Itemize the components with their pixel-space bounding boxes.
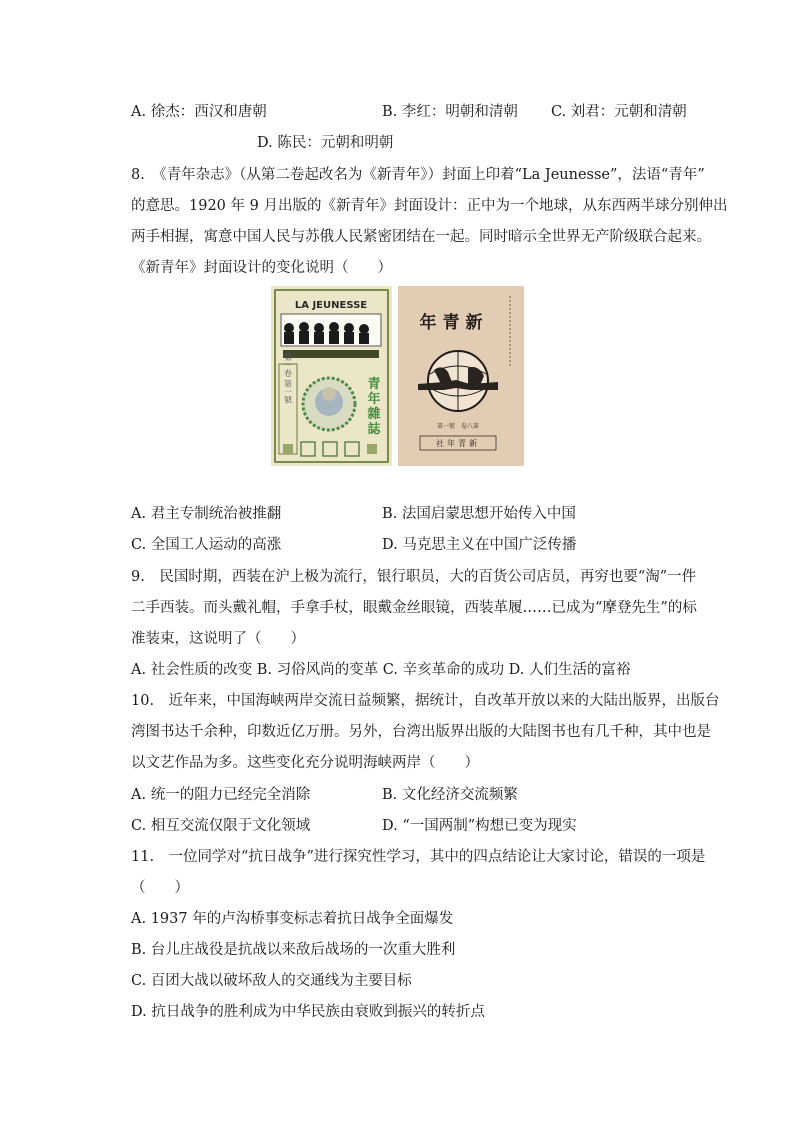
q7-option-a: A. 徐杰：西汉和唐朝 — [131, 104, 267, 120]
cover1-banner-text: LA JEUNESSE — [294, 300, 368, 311]
q8-option-a: A. 君主专制统治被推翻 — [131, 506, 282, 522]
q9-stem-line-1: 9. 民国时期，西装在沪上极为流行，银行职员，大的百货公司店员，再穷也要“淘”一件 — [131, 569, 697, 585]
q11-stem-line-1: 11. 一位同学对“抗日战争”进行探究性学习，其中的四点结论让大家讨论，错误的一项是 — [131, 849, 706, 865]
svg-text:誌: 誌 — [367, 422, 381, 437]
svg-text:年: 年 — [367, 392, 381, 407]
q10-option-c: C. 相互交流仅限于文化领域 — [131, 818, 311, 834]
cover2-bottom-text: 社年青新 — [436, 439, 480, 448]
qingnian-zazhi-cover-image — [271, 286, 392, 466]
q10-stem-line-1: 10. 近年来，中国海峡两岸交流日益频繁，据统计，自改革开放以来的大陆出版界，出版台 — [131, 693, 720, 709]
q11-option-a: A. 1937 年的卢沟桥事变标志着抗日战争全面爆发 — [131, 911, 454, 927]
q8-stem-line-4: 《新青年》封面设计的变化说明（ ） — [131, 260, 392, 276]
q7-option-b: B. 李红：明朝和清朝 — [382, 104, 518, 120]
q11-option-b: B. 台儿庄战役是抗战以来敌后战场的一次重大胜利 — [131, 942, 456, 958]
q10-option-a: A. 统一的阻力已经完全消除 — [131, 787, 311, 803]
q9-stem-line-3: 准装束，这说明了（ ） — [131, 631, 305, 647]
q10-stem-line-3: 以文艺作品为多。这些变化充分说明海峡两岸（ ） — [131, 755, 479, 771]
q7-option-d: D. 陈民：元朝和明朝 — [257, 135, 394, 151]
cover1-side-text: 第一卷 第一號 — [283, 352, 293, 404]
q7-option-c: C. 刘君：元朝和清朝 — [551, 104, 687, 120]
q9-options: A. 社会性质的改变 B. 习俗风尚的变革 C. 辛亥革命的成功 D. 人们生活的富裕 — [131, 662, 631, 678]
cover2-title-text: 年青新 — [419, 313, 489, 333]
q9-stem-line-2: 二手西装。而头戴礼帽，手拿手杖，眼戴金丝眼镜，西装革履……已成为“摩登先生”的标 — [131, 600, 697, 616]
q10-option-b: B. 文化经济交流频繁 — [382, 787, 518, 803]
q8-option-c: C. 全国工人运动的高涨 — [131, 537, 282, 553]
q11-stem-line-2: （ ） — [131, 880, 189, 896]
q10-stem-line-2: 湾图书达千余种，印数近亿万册。另外，台湾出版界出版的大陆图书也有几千种，其中也是 — [131, 724, 711, 740]
xin-qingnian-cover-image — [398, 286, 524, 466]
q8-stem-line-3: 两手相握，寓意中国人民与苏俄人民紧密团结在一起。同时暗示全世界无产阶级联合起来。 — [131, 229, 711, 245]
q11-option-c: C. 百团大战以破坏敌人的交通线为主要目标 — [131, 973, 412, 989]
svg-text:青: 青 — [367, 377, 381, 392]
q8-stem-line-2: 的意思。1920 年 9 月出版的《新青年》封面设计：正中为一个地球，从东西两半球分别伸出 — [131, 198, 728, 214]
q8-option-b: B. 法国启蒙思想开始传入中国 — [382, 506, 576, 522]
cover2-issue-text: 第一號 卷八第 — [436, 423, 480, 430]
q8-option-d: D. 马克思主义在中国广泛传播 — [382, 537, 577, 553]
q10-option-d: D. “一国两制”构想已变为现实 — [382, 818, 577, 834]
svg-text:雜: 雜 — [367, 407, 381, 422]
q11-option-d: D. 抗日战争的胜利成为中华民族由衰败到振兴的转折点 — [131, 1004, 485, 1020]
q8-stem-line-1: 8. 《青年杂志》（从第二卷起改名为《新青年》）封面上印着“La Jeunesse”，法语“青年” — [131, 167, 705, 183]
